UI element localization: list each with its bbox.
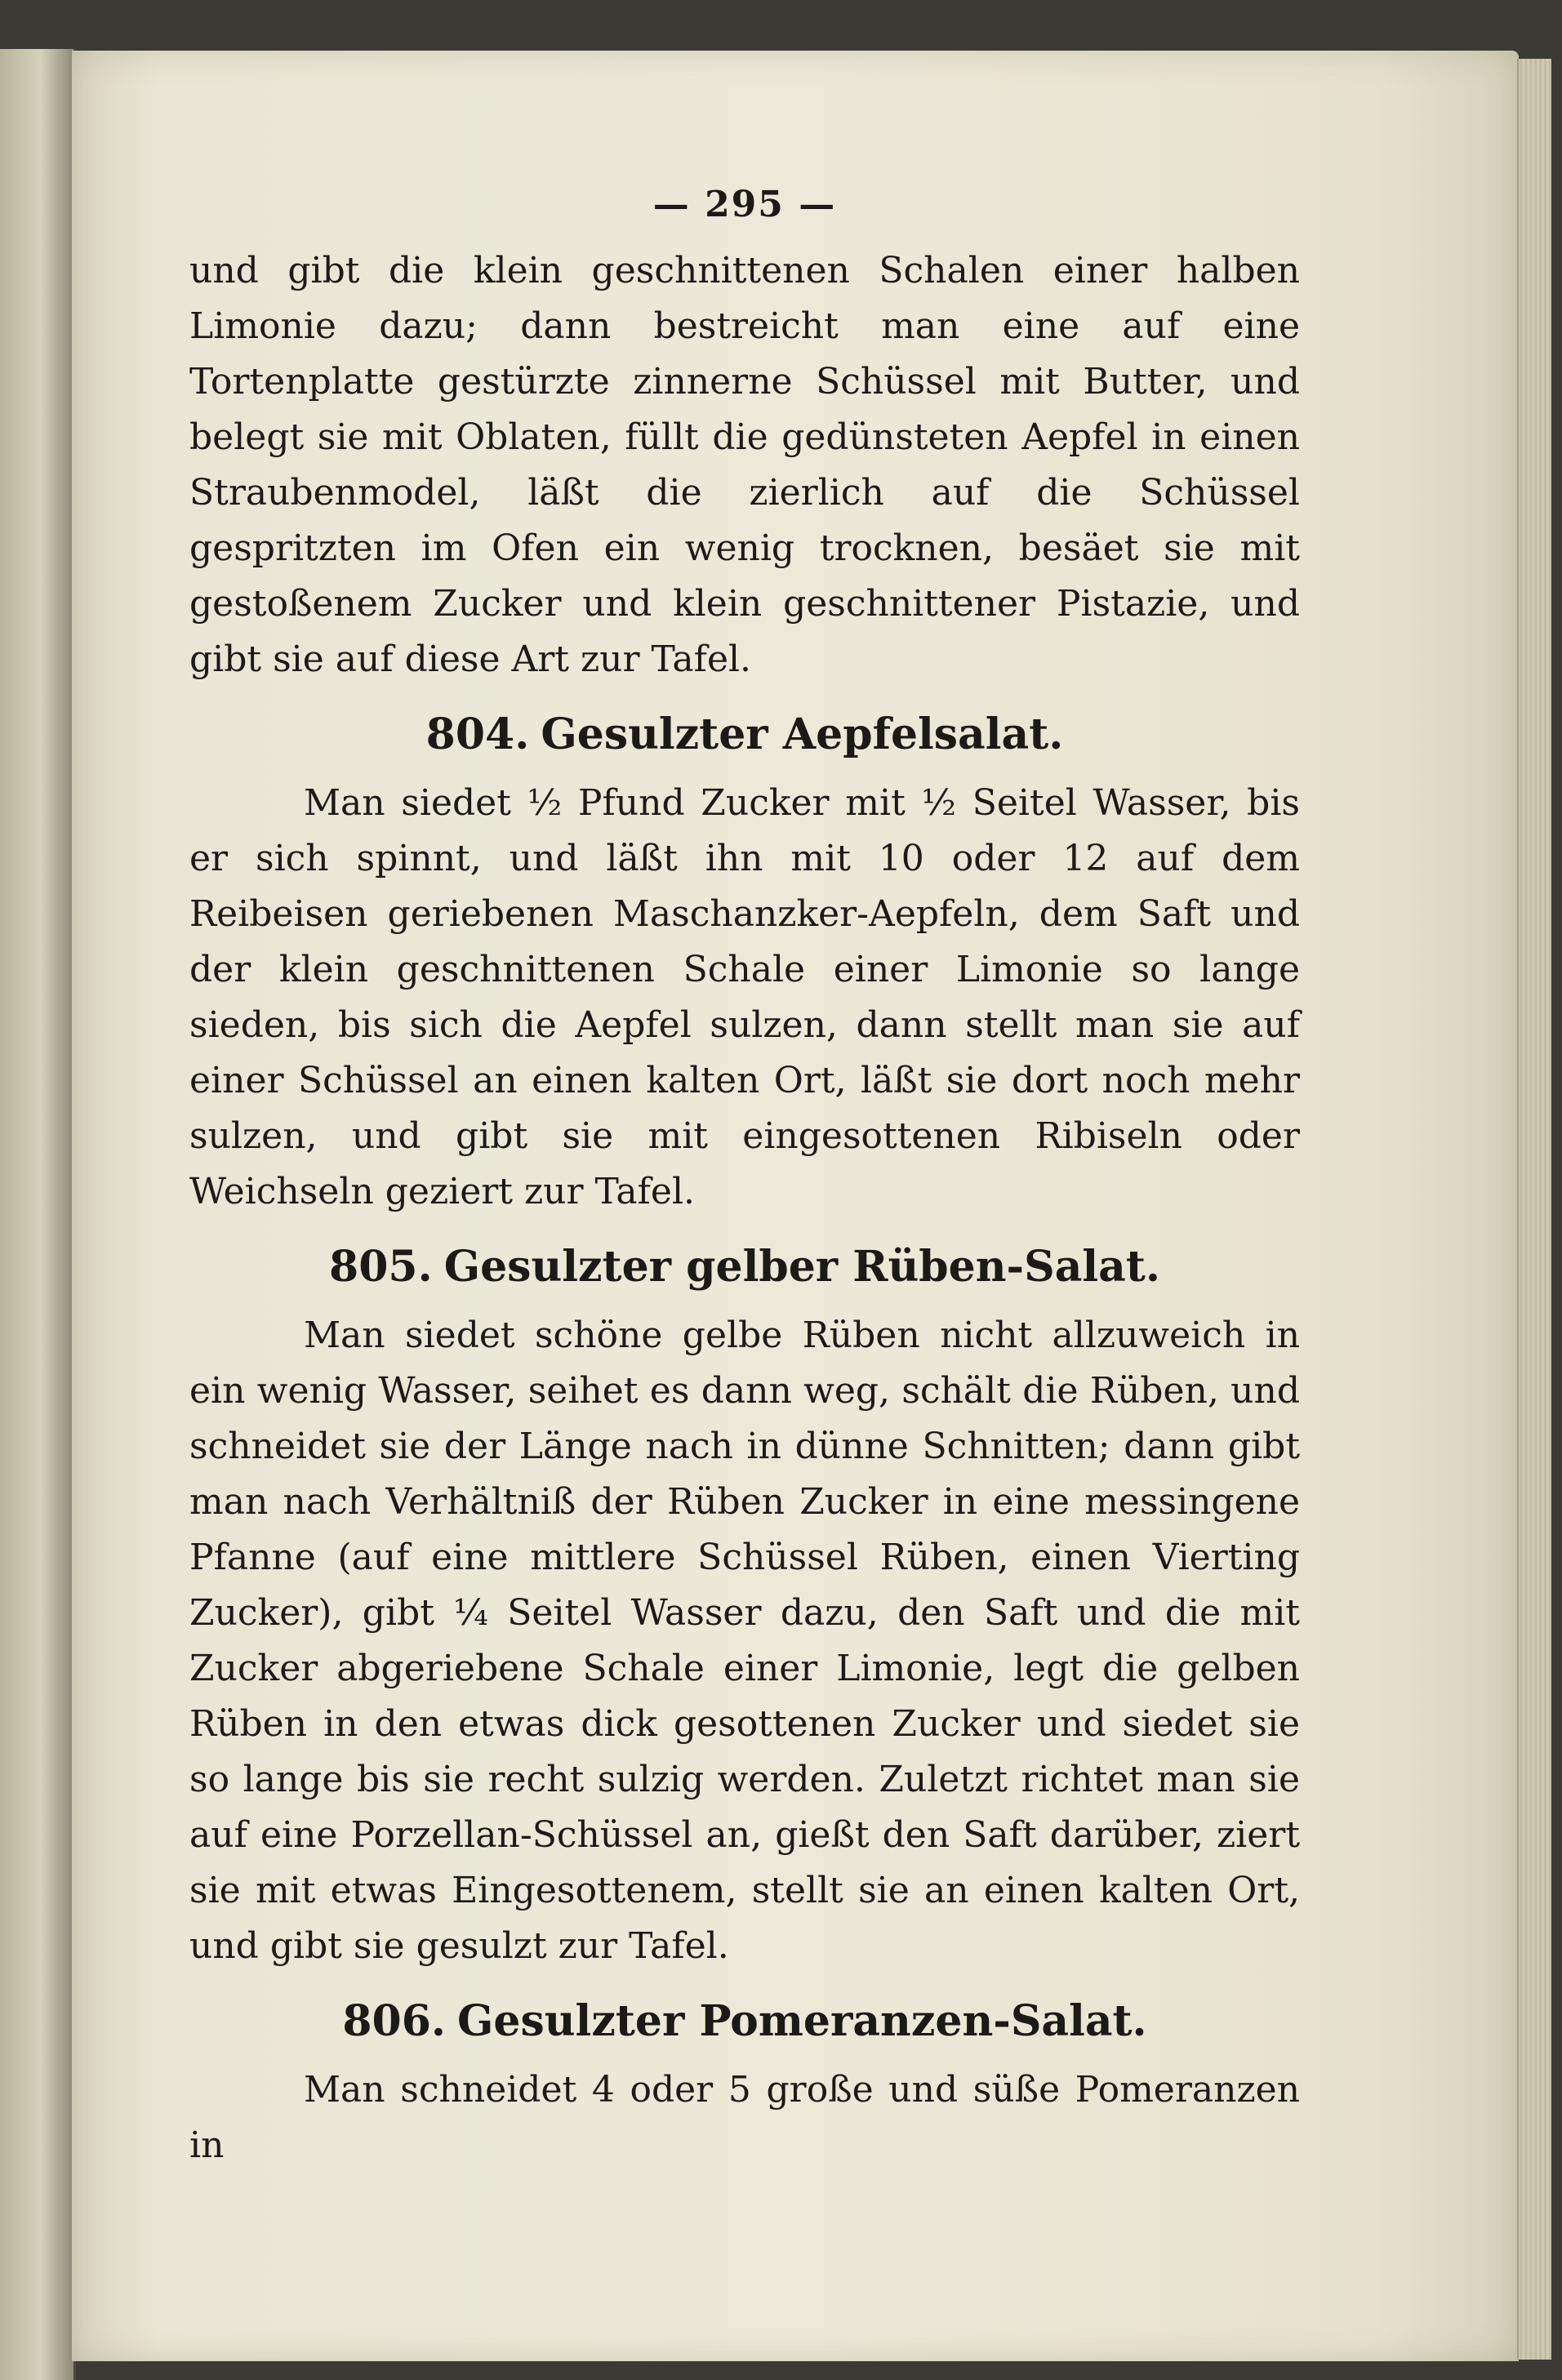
recipe-text-805: Man siedet schöne gelbe Rüben nicht allzuweich in ein wenig Wasser, seihet es dann weg, schält die Rüben, und schneidet sie der Länge nach in dünne Schnitten; dann gibt man nach Verhältniß der Rüben Zucker in eine messingene Pfanne (auf eine mittlere Schüssel Rüben, einen Vierting Zucker), gibt ¼ Seitel Wasser dazu, den Saft und die mit Zucker abgeriebene Schale einer Limonie, legt die gelben Rüben in den etwas dick gesottenen Zucker und siedet sie so lange bis sie recht sulzig werden. Zuletzt richtet man sie auf eine Porzellan-Schüssel an, gießt den Saft darüber, ziert sie mit etwas Eingesottenem, stellt sie an einen kalten Ort, und gibt sie gesulzt zur Tafel. [189,1315,1300,1967]
page-number: — 295 — [652,184,837,225]
recipe-heading-804 [189,705,1300,764]
recipe-title: Gesulzter gelber Rüben-Salat. [443,1242,1160,1292]
left-page-edge [0,49,76,2380]
page-text [189,184,1300,2173]
recipe-title: Gesulzter Aepfelsalat. [541,710,1064,759]
paragraph-continued: und gibt die klein geschnittenen Schalen einer halben Limonie dazu; dann bestreicht man eine auf eine Tortenplatte gestürzte zinnerne Schüssel mit Butter, und belegt sie mit Oblaten, füllt die gedünsteten Aepfel in einen Straubenmodel, läßt die zierlich auf die Schüssel gespritzten im Ofen ein wenig trocknen, besäet sie mit gestoßenem Zucker und klein geschnittener Pistazie, und gibt sie auf diese Art zur Tafel. [189,250,1300,680]
page-stack-edge [1517,59,1551,2360]
recipe-heading-806 [189,1992,1300,2051]
recipe-number: 805. [329,1242,433,1292]
recipe-number: 804. [425,710,530,759]
recipe-text-806: Man schneidet 4 oder 5 große und süße Pomeranzen in [189,2069,1300,2166]
recipe-heading-805 [189,1238,1300,1297]
recipe-text-804: Man siedet ½ Pfund Zucker mit ½ Seitel Wasser, bis er sich spinnt, und läßt ihn mit 10 oder 12 auf dem Reibeisen geriebenen Maschanzker-Aepfeln, dem Saft und der klein geschnittenen Schale einer Limonie so lange sieden, bis sich die Aepfel sulzen, dann stellt man sie auf einer Schüssel an einen kalten Ort, läßt sie dort noch mehr sulzen, und gibt sie mit eingesottenen Ribiseln oder Weichseln geziert zur Tafel. [189,782,1300,1212]
recipe-title: Gesulzter Pomeranzen-Salat. [456,1996,1147,2046]
recipe-number: 806. [342,1996,446,2046]
